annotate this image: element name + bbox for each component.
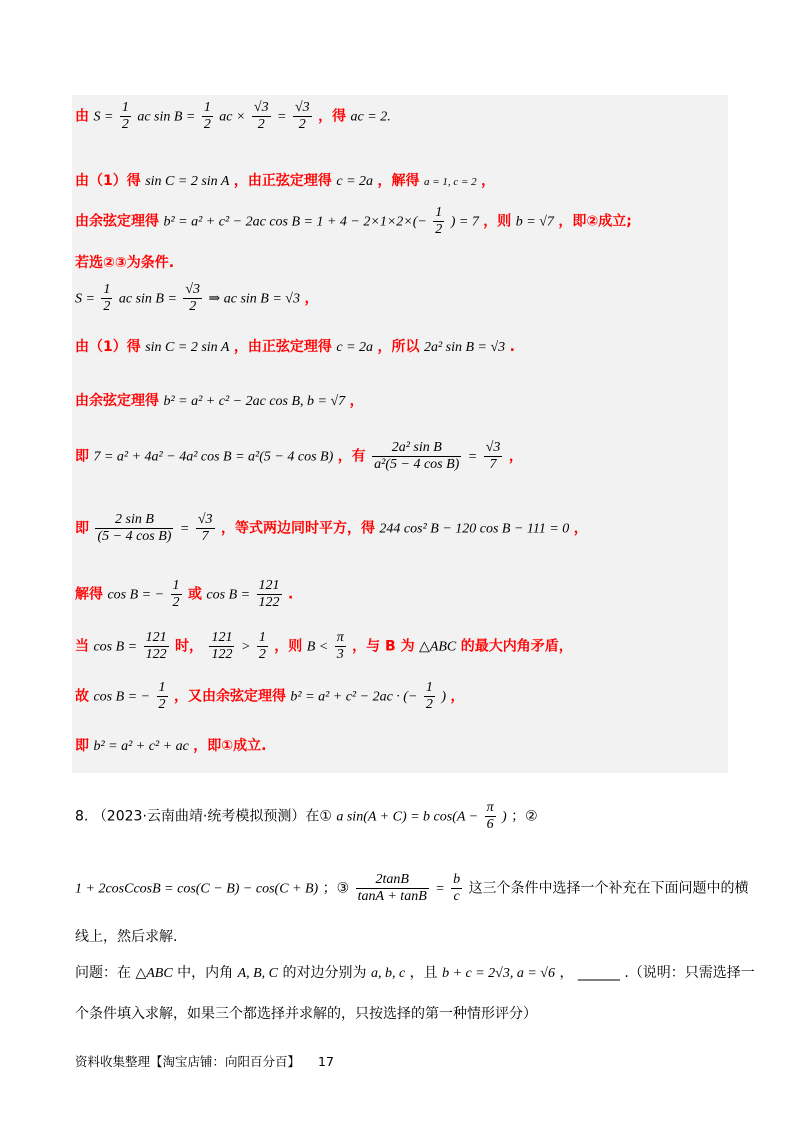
- text: 解得: [75, 586, 103, 603]
- text: ，即①成立.: [193, 738, 267, 754]
- solution-line-1: [75, 100, 391, 133]
- math: 7 = a² + 4a² − 4a² cos B = a²(5 − 4 cos B): [93, 449, 334, 465]
- math: ac = 2.: [350, 109, 391, 125]
- text: 由（1）得: [75, 173, 141, 189]
- math: ): [502, 809, 507, 825]
- text: ，且: [409, 965, 438, 981]
- solution-line-10: [75, 578, 293, 611]
- text: 故: [75, 688, 89, 705]
- math: =: [467, 449, 478, 465]
- fraction: $\frac{1}{2}$: [258, 630, 266, 662]
- math: =: [277, 109, 287, 125]
- math: cos B =: [93, 639, 138, 655]
- math: S =: [93, 109, 114, 125]
- text: ，与 B 为: [352, 638, 415, 655]
- text: ，即②成立;: [558, 213, 632, 230]
- fraction: $\frac{1}{2}$: [435, 205, 443, 237]
- fraction: $\frac{\pi}{3}$: [336, 630, 344, 662]
- solution-line-2: [75, 170, 495, 190]
- fraction: $\frac{1}{2}$: [425, 680, 433, 712]
- text: ，由正弦定理得: [233, 173, 332, 189]
- fraction: $\frac{\text{2 sin B}}{\text{(5 − 4 cos B)}}$: [97, 512, 172, 544]
- text: 问题：在: [75, 965, 131, 981]
- question-line-1: [75, 800, 538, 833]
- fraction: $\frac{1}{2}$: [103, 282, 111, 314]
- math: B <: [306, 639, 329, 655]
- fraction: $\frac{\pi}{6}$: [486, 800, 494, 832]
- text: ，则: [483, 213, 512, 230]
- math: b² = a² + c² − 2ac cos B, b = √7: [163, 394, 346, 409]
- fraction: $\frac{1}{2}$: [158, 680, 166, 712]
- solution-box: [72, 95, 728, 773]
- text: ；③: [322, 880, 350, 897]
- math: b² = a² + c² − 2ac · (−: [290, 689, 418, 705]
- solution-line-8: [75, 440, 523, 473]
- math: S =: [75, 291, 95, 307]
- text: 即: [75, 520, 89, 537]
- math: b² = a² + c² − 2ac cos B = 1 + 4 − 2×1×2×(−: [163, 214, 427, 230]
- fraction: $\frac{1}{2}$: [121, 100, 129, 132]
- text: ，: [573, 520, 588, 537]
- math: a = 1, c = 2: [423, 176, 477, 188]
- text: 由（1）得: [75, 339, 141, 355]
- question-line-2: [75, 872, 749, 905]
- fraction: $\frac{√3}{2}$: [185, 282, 201, 314]
- solution-line-6: [75, 336, 515, 356]
- text: 或: [187, 586, 202, 603]
- solution-line-9: [75, 512, 588, 545]
- text: 个条件填入求解，如果三个都选择并求解的，只按选择的第一种情形评分）: [75, 1006, 537, 1022]
- math: =: [435, 881, 445, 897]
- fraction: $\frac{b}{c}$: [453, 872, 461, 904]
- math: △ABC: [419, 639, 457, 655]
- text: ，有: [337, 448, 366, 465]
- math: 1 + 2cosCcosB = cos(C − B) − cos(C + B): [75, 881, 319, 897]
- text: 时，: [175, 638, 204, 655]
- page-footer: [75, 1052, 334, 1070]
- text: 的最大内角矛盾，: [460, 638, 573, 655]
- math: A, B, C: [237, 966, 279, 981]
- text: ，: [304, 290, 319, 307]
- answer-blank: ______: [577, 965, 620, 981]
- solution-line-12: [75, 680, 464, 713]
- text: ，所以: [377, 339, 420, 355]
- fraction: $\frac{√3}{2}$: [294, 100, 310, 132]
- text: 由余弦定理得: [75, 393, 159, 409]
- question-source: （2023·云南曲靖·统考模拟预测）在①: [92, 808, 332, 825]
- text: ，得: [318, 108, 347, 125]
- question-number: 8.: [75, 808, 89, 825]
- text: 中，内角: [177, 965, 234, 981]
- fraction: $\frac{\text{2a² sin B}}{\text{a²(5 − 4 cos B)}}$: [374, 440, 460, 472]
- math: ): [441, 689, 446, 705]
- math: c = 2a: [336, 174, 374, 189]
- text: 当: [75, 638, 89, 655]
- text: ，由正弦定理得: [233, 339, 332, 355]
- page-number: 17: [318, 1054, 334, 1069]
- math: =: [179, 521, 190, 537]
- solution-line-4: [75, 252, 174, 272]
- math: 244 cos² B − 120 cos B − 111 = 0: [379, 521, 570, 537]
- math: b + c = 2√3, a = √6: [442, 966, 555, 981]
- math: ac ×: [219, 109, 246, 125]
- fraction: $\frac{√3}{2}$: [253, 100, 269, 132]
- math: c = 2a: [336, 340, 374, 355]
- fraction: $\frac{1}{2}$: [203, 100, 211, 132]
- fraction: $\frac{√3}{7}$: [485, 440, 501, 472]
- text: 即: [75, 448, 89, 465]
- text: ，: [559, 965, 574, 981]
- math: sin C = 2 sin A: [145, 340, 230, 355]
- text: 由余弦定理得: [75, 213, 159, 230]
- math: 2a² sin B = √3: [423, 340, 506, 355]
- math: a sin(A + C) = b cos(A −: [336, 809, 479, 825]
- solution-line-5: [75, 282, 318, 315]
- solution-line-11: [75, 630, 573, 663]
- fraction: $\frac{2\tan B}{\tan A + \tan B}$: [357, 872, 427, 904]
- text: 即: [75, 738, 89, 754]
- math: ⇒ ac sin B = √3: [208, 291, 300, 307]
- text: ，: [349, 393, 364, 409]
- math: ac sin B =: [118, 291, 177, 307]
- fraction: $\frac{121}{122}$: [258, 578, 280, 610]
- fraction: $\frac{1}{2}$: [172, 578, 180, 610]
- text: .: [509, 339, 515, 355]
- text: 线上，然后求解.: [75, 929, 178, 945]
- solution-line-7: [75, 390, 364, 410]
- fraction: $\frac{121}{122}$: [211, 630, 233, 662]
- text: .: [288, 586, 294, 603]
- math: cos B = −: [107, 587, 165, 603]
- text: .（说明：只需选择一: [624, 965, 755, 981]
- math: b = √7: [515, 214, 554, 230]
- math: cos B =: [206, 587, 251, 603]
- text: ，等式两边同时平方，得: [220, 520, 375, 537]
- question-line-5: [75, 1003, 537, 1023]
- math: b² = a² + c² + ac: [93, 739, 189, 754]
- text: ，则: [274, 638, 303, 655]
- text: 的对边分别为: [282, 965, 367, 981]
- solution-line-13: [75, 735, 266, 755]
- text: ，: [450, 688, 465, 705]
- math: >: [240, 639, 251, 655]
- footer-text: 资料收集整理【淘宝店铺：向阳百分百】: [75, 1054, 301, 1069]
- math: sin C = 2 sin A: [145, 174, 230, 189]
- math: ) = 7: [450, 214, 479, 230]
- question-line-4: [75, 962, 755, 982]
- question-line-3: [75, 926, 177, 946]
- math: ac sin B =: [137, 109, 196, 125]
- text: ，解得: [377, 173, 420, 189]
- text: ，又由余弦定理得: [173, 688, 286, 705]
- math: a, b, c: [370, 966, 406, 981]
- text: ；②: [511, 808, 538, 825]
- text: ，: [508, 448, 523, 465]
- text: 这三个条件中选择一个补充在下面问题中的横: [468, 880, 749, 897]
- fraction: $\frac{√3}{7}$: [197, 512, 213, 544]
- text: ，: [481, 173, 496, 189]
- text: 若选②③为条件.: [75, 255, 175, 271]
- math: △ABC: [135, 966, 173, 981]
- fraction: $\frac{121}{122}$: [145, 630, 167, 662]
- text: 由: [75, 108, 89, 125]
- math: cos B = −: [93, 689, 151, 705]
- solution-line-3: [75, 205, 632, 238]
